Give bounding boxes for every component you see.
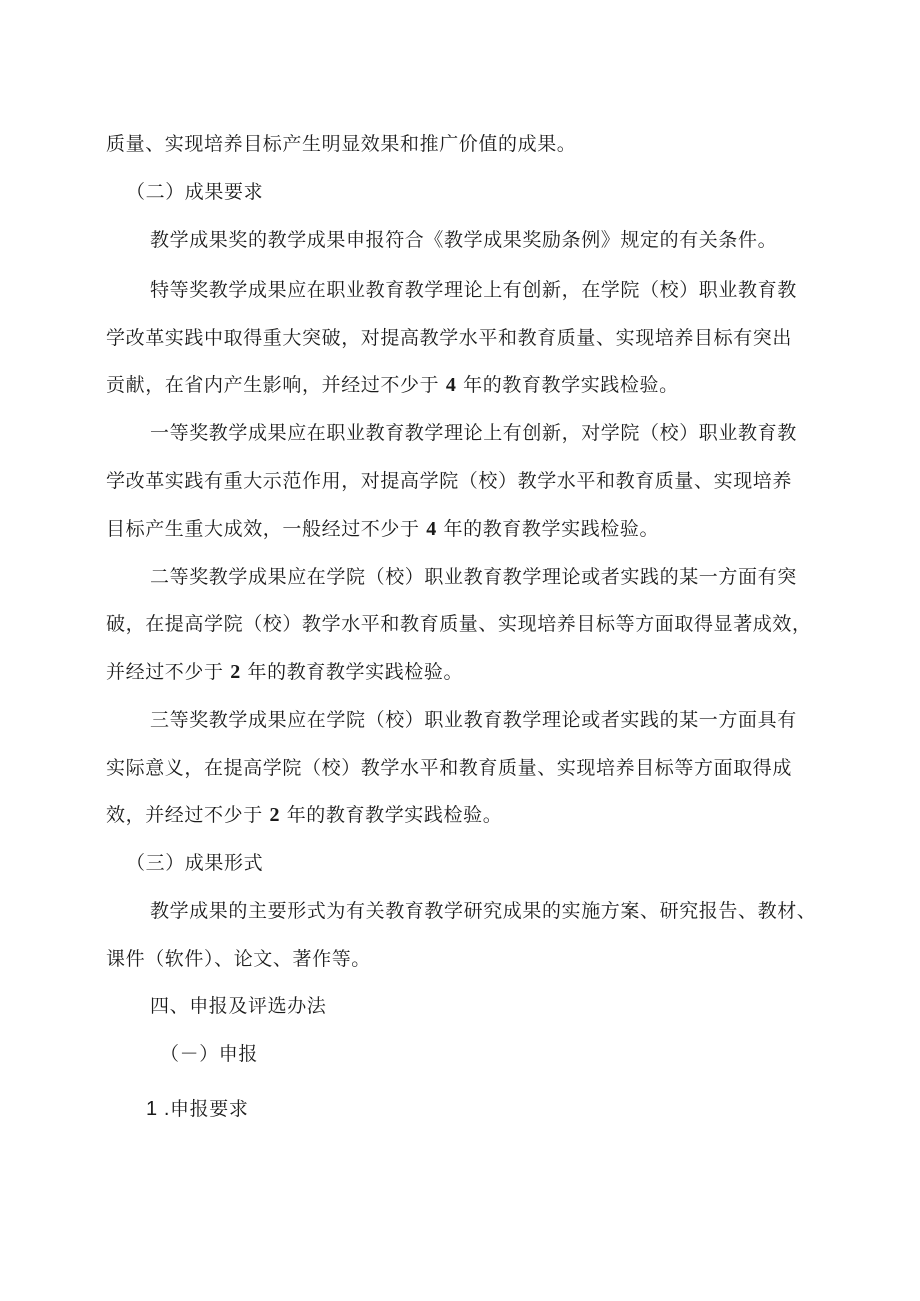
paragraph-line: 一等奖教学成果应在职业教育教学理论上有创新，对学院（校）职业教育教 — [150, 422, 797, 444]
subsection-heading: （－）申报 — [160, 1043, 259, 1065]
paragraph-line: 实际意义，在提高学院（校）教学水平和教育质量、实现培养目标等方面取得成 — [106, 757, 793, 779]
paragraph-line: 学改革实践有重大示范作用，对提高学院（校）教学水平和教育质量、实现培养 — [106, 470, 793, 492]
paragraph-line: 教学成果奖的教学成果申报符合《教学成果奖励条例》规定的有关条件。 — [150, 229, 778, 251]
section-heading: 四、申报及评选办法 — [150, 995, 327, 1017]
paragraph-line: 并经过不少于 2 年的教育教学实践检验。 — [106, 661, 464, 683]
paragraph-line: 特等奖教学成果应在职业教育教学理论上有创新，在学院（校）职业教育教 — [150, 279, 797, 301]
paragraph-line: 教学成果的主要形式为有关教育教学研究成果的实施方案、研究报告、教材、 — [150, 900, 817, 922]
paragraph-line: 三等奖教学成果应在学院（校）职业教育教学理论或者实践的某一方面具有 — [150, 709, 797, 731]
paragraph-line: 效，并经过不少于 2 年的教育教学实践检验。 — [106, 804, 503, 826]
paragraph-line: 二等奖教学成果应在学院（校）职业教育教学理论或者实践的某一方面有突 — [150, 566, 797, 588]
paragraph-line: 破，在提高学院（校）教学水平和教育质量、实现培养目标等方面取得显著成效， — [106, 613, 812, 635]
paragraph-line: 课件（软件）、论文、著作等。 — [106, 948, 371, 970]
section-heading: （三）成果形式 — [126, 852, 264, 874]
section-heading: （二）成果要求 — [126, 181, 264, 203]
paragraph-line: 目标产生重大成效，一般经过不少于 4 年的教育教学实践检验。 — [106, 518, 660, 540]
paragraph-line: 质量、实现培养目标产生明显效果和推广价值的成果。 — [106, 133, 577, 155]
item-heading: 1 .申报要求 — [146, 1098, 249, 1120]
paragraph-line: 贡献，在省内产生影响，并经过不少于 4 年的教育教学实践检验。 — [106, 374, 679, 396]
paragraph-line: 学改革实践中取得重大突破，对提高教学水平和教育质量、实现培养目标有突出 — [106, 327, 793, 349]
